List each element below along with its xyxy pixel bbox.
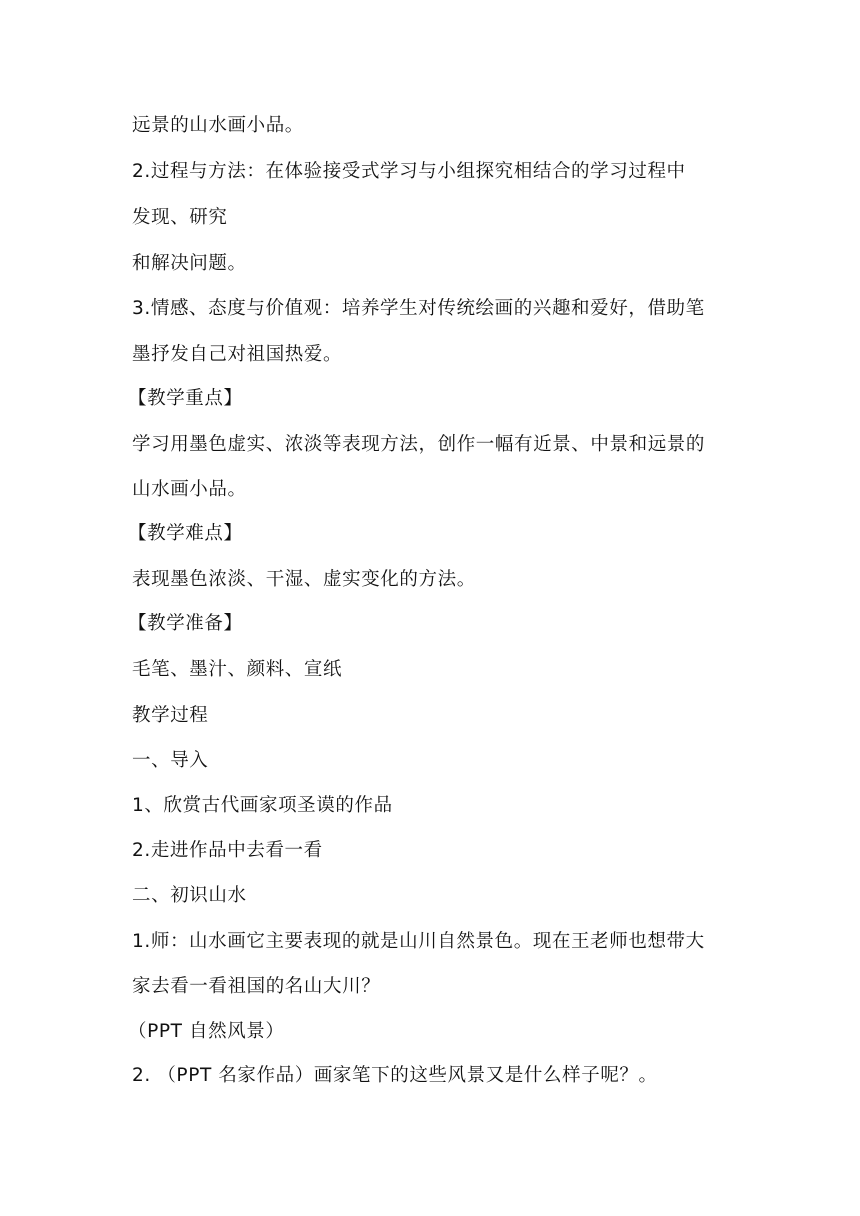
text-line: 山水画小品。 xyxy=(132,479,247,500)
text-line: 家去看一看祖国的名山大川？ xyxy=(132,976,381,997)
text-line: 1.师：山水画它主要表现的就是山川自然景色。现在王老师也想带大 xyxy=(132,931,705,952)
text-line: 教学过程 xyxy=(132,705,209,726)
section-heading: 【教学重点】 xyxy=(128,388,243,409)
text-line: 表现墨色浓淡、干湿、虚实变化的方法。 xyxy=(132,569,476,590)
text-line: （PPT 自然风景） xyxy=(128,1021,285,1042)
section-heading: 【教学准备】 xyxy=(128,613,243,634)
text-line: 和解决问题。 xyxy=(132,253,247,274)
text-line: 发现、研究 xyxy=(132,207,228,228)
text-line: 远景的山水画小品。 xyxy=(132,115,304,136)
text-line: 1、欣赏古代画家项圣谟的作品 xyxy=(132,795,393,816)
text-line: 学习用墨色虚实、浓淡等表现方法，创作一幅有近景、中景和远景的 xyxy=(132,434,706,455)
text-line: 墨抒发自己对祖国热爱。 xyxy=(132,344,343,365)
text-line: 二、初识山水 xyxy=(132,885,247,906)
text-line: 2.走进作品中去看一看 xyxy=(132,840,323,861)
text-line: 毛笔、墨汁、颜料、宣纸 xyxy=(132,659,343,680)
text-line: 2. （PPT 名家作品）画家笔下的这些风景又是什么样子呢？。 xyxy=(132,1065,658,1086)
text-line: 2.过程与方法：在体验接受式学习与小组探究相结合的学习过程中 xyxy=(132,161,686,182)
text-line: 一、导入 xyxy=(132,750,209,771)
section-heading: 【教学难点】 xyxy=(128,523,243,544)
text-line: 3.情感、态度与价值观：培养学生对传统绘画的兴趣和爱好，借助笔 xyxy=(132,298,705,319)
